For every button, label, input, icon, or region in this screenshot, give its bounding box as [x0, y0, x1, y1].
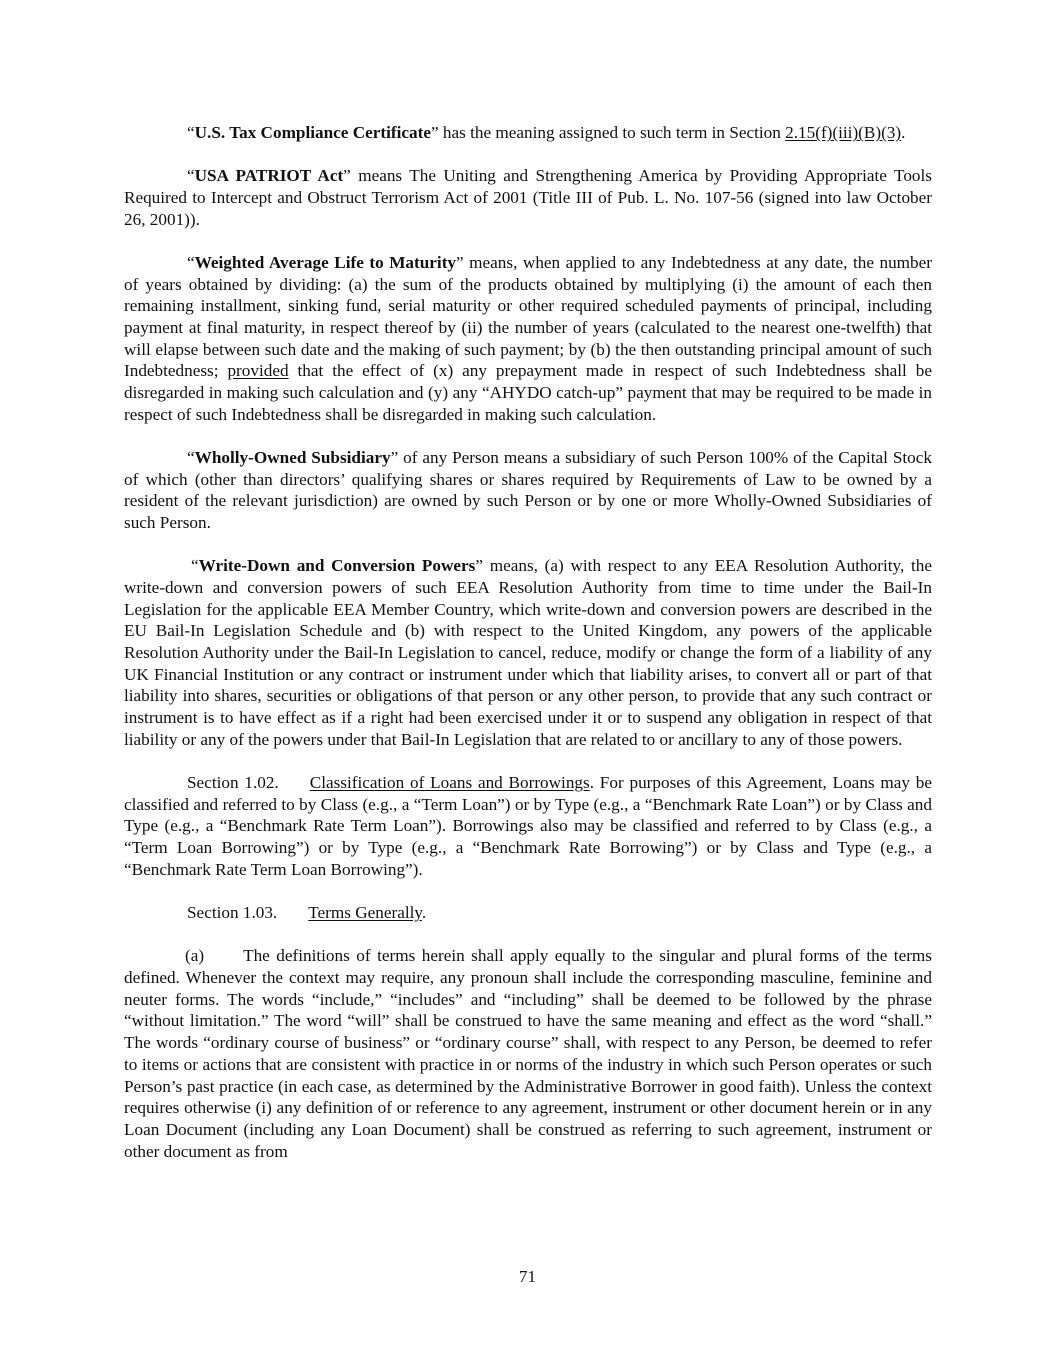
definition-wholly-owned-subsidiary: “Wholly-Owned Subsidiary” of any Person means a subsidiary of such Person 100% of the Capital Stock of which (other than directors’ qualifying shares or shares required by Requirements of Law to be owned by a resident of the relevant jurisdiction) are owned by such Person or by one or more Wholly-Owned Subsidiaries of such Person. [124, 447, 932, 533]
defined-term: Weighted Average Life to Maturity [194, 252, 457, 272]
definition-write-down-conversion-powers: “Write-Down and Conversion Powers” means, (a) with respect to any EEA Resolution Authority, the write-down and conversion powers of such EEA Resolution Authority from time to time under the Bail-In Legislation for the applicable EEA Member Country, which write-down and conversion powers are described in the EU Bail-In Legislation Schedule and (b) with respect to the United Kingdom, any powers of the applicable Resolution Authority under the Bail-In Legislation to cancel, reduce, modify or change the form of a liability of any UK Financial Institution or any contract or instrument under which that liability arises, to convert all or part of that liability into shares, securities or obligations of that person or any other person, to provide that any such contract or instrument is to have effect as if a right had been exercised under it or to suspend any obligation in respect of that liability or any of the powers under that Bail-In Legislation that are related to or ancillary to any of those powers. [124, 556, 933, 749]
provided-keyword: provided [227, 361, 289, 381]
defined-term: Wholly-Owned Subsidiary [194, 447, 391, 467]
section-number: Section 1.03. [187, 903, 278, 923]
section-1-02: Section 1.02. Classification of Loans and Borrowings. For purposes of this Agreement, Loans may be classified and referred to by Class (e.g., a “Term Loan”) or by Type (e.g., a “Benchmark Rate Loan”) or by Class and Type (e.g., a “Benchmark Rate Term Loan”). Borrowings also may be classified and referred to by Class (e.g., a “Term Loan Borrowing”) or by Type (e.g., a “Benchmark Rate Borrowing”) or by Class and Type (e.g., a “Benchmark Rate Term Loan Borrowing”). [124, 773, 932, 879]
section-heading: Terms Generally [308, 903, 422, 923]
definition-usa-patriot-act: “USA PATRIOT Act” means The Uniting and Strengthening America by Providing Appropriate Tools Required to Intercept and Obstruct Terrorism Act of 2001 (Title III of Pub. L. No. 107-56 (signed into law October 26, 2001)). [124, 166, 932, 229]
defined-term: USA PATRIOT Act [194, 166, 344, 186]
definition-weighted-average-life: “Weighted Average Life to Maturity” means, when applied to any Indebtedness at any date, the number of years obtained by dividing: (a) the sum of the products obtained by multiplying (i) the amount of each then remaining installment, sinking fund, serial maturity or other required scheduled payments of principal, including payment at final maturity, in respect thereof by (ii) the number of years (calculated to the nearest one-twelfth) that will elapse between such date and the making of such payment; by (b) the then outstanding principal amount of such Indebtedness; provided that the effect of (x) any prepayment made in respect of such Indebtedness shall be disregarded in making such calculation and (y) any “AHYDO catch-up” payment that may be required to be made in respect of such Indebtedness shall be disregarded in making such calculation. [124, 252, 932, 424]
defined-term: Write-Down and Conversion Powers [198, 556, 476, 576]
clause-label: (a) [185, 946, 205, 966]
section-reference: 2.15(f)(iii)(B)(3) [785, 123, 902, 142]
page-number: 71 [518, 1267, 537, 1286]
definition-us-tax-compliance-certificate: “U.S. Tax Compliance Certificate” has the meaning assigned to such term in Section 2.15(f)(iii)(B)(3). [187, 123, 906, 142]
defined-term: U.S. Tax Compliance Certificate [194, 123, 431, 142]
section-heading: Classification of Loans and Borrowings [309, 773, 590, 793]
clause-a: (a) The definitions of terms herein shall apply equally to the singular and plural forms of the terms defined. Whenever the context may require, any pronoun shall include the corresponding masculine, feminine and neuter forms. The words “include,” “includes” and “including” shall be deemed to be followed by the phrase “without limitation.” The word “will” shall be construed to have the same meaning and effect as the word “shall.” The words “ordinary course of business” or “ordinary course” shall, with respect to any Person, be deemed to refer to items or actions that are consistent with practice in or norms of the industry in which such Person operates or such Person’s past practice (in each case, as determined by the Administrative Borrower in good faith). Unless the context requires otherwise (i) any definition of or reference to any agreement, instrument or other document herein or in any Loan Document (including any Loan Document) shall be construed as referring to such agreement, instrument or other document as from [124, 946, 932, 1161]
section-1-03: Section 1.03. Terms Generally. [187, 903, 427, 923]
document-page [124, 122, 932, 1184]
section-number: Section 1.02. [187, 773, 279, 793]
